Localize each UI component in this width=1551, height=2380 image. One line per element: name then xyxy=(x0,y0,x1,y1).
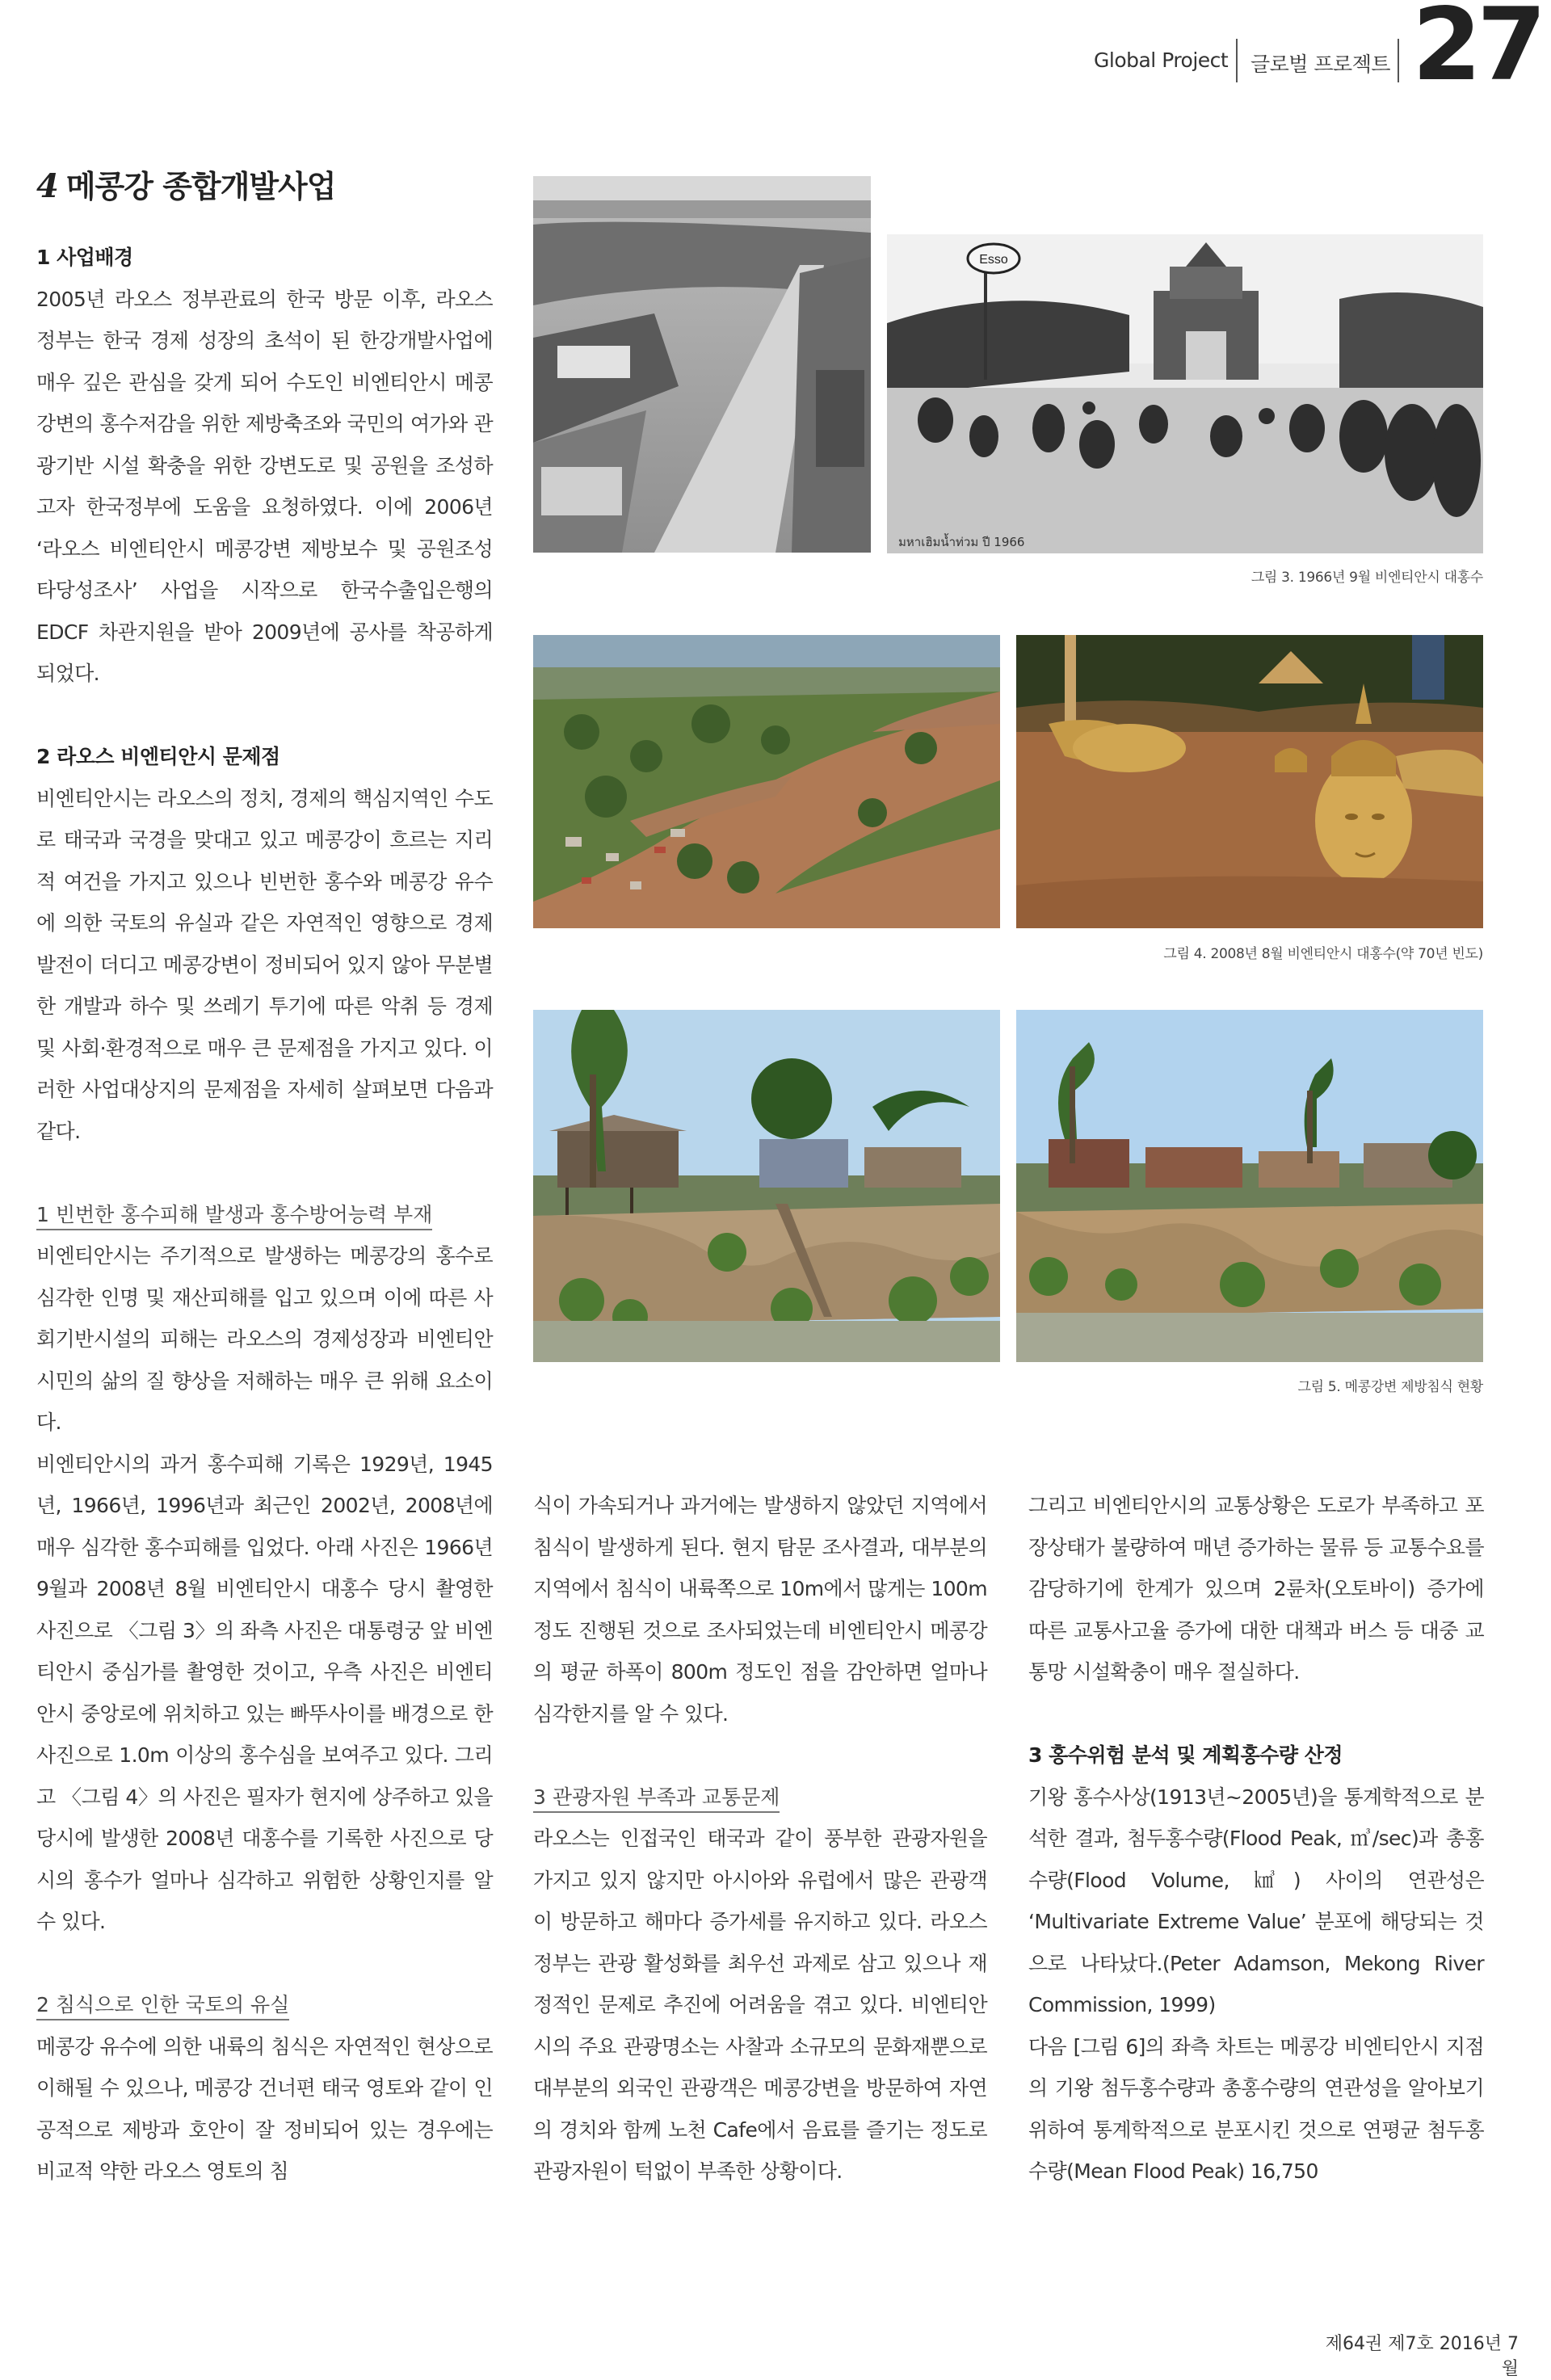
section-heading-background: 1 사업배경 xyxy=(36,246,133,269)
paragraph: 그리고 비엔티안시의 교통상황은 도로가 부족하고 포장상태가 불량하여 매년 증가하는 물류 등 교통수요를 감당하기에 한계가 있으며 2륜차(오토바이) 증가에 따른 교통사고율 증가에 대한 대책과 버스 등 대중 교통망 시설확충이 매우 절실하다. xyxy=(1028,1494,1484,1684)
paragraph: 비엔티안시는 라오스의 정치, 경제의 핵심지역인 수도로 태국과 국경을 맞대고 있고 메콩강이 흐르는 지리적 여건을 가지고 있으나 빈번한 홍수와 메콩강 유수에 의한 국토의 유실과 같은 자연적인 영향으로 경제발전이 더디고 메콩강변이 정비되어 있지 않아 무분별한 개발과 하수 및 쓰레기 투기에 따른 악취 등 경제 및 사회·환경적으로 매우 큰 문제점을 가지고 있다. 이러한 사업대상지의 문제점을 자세히 살펴보면 다음과 같다. xyxy=(36,786,493,1143)
article-title-number: 4 xyxy=(36,167,58,205)
header-divider xyxy=(1398,39,1399,82)
subheading-flood-damage: 1 빈번한 홍수피해 발생과 홍수방어능력 부재 xyxy=(36,1194,493,1236)
photo-riverbank-erosion-right xyxy=(1016,1010,1483,1362)
column-middle xyxy=(533,1485,987,2193)
paragraph: 비엔티안시는 주기적으로 발생하는 메콩강의 홍수로 심각한 인명 및 재산피해를 입고 있으며 이에 따른 사회기반시설의 피해는 라오스의 경제성장과 비엔티안 시민의 삶의 질 향상을 저해하는 매우 큰 위해 요소이다. xyxy=(36,1244,493,1434)
subheading-erosion: 2 침식으로 인한 국토의 유실 xyxy=(36,1984,493,2026)
photo-riverbank-erosion-left xyxy=(533,1010,1000,1362)
subheading-tourism-traffic: 3 관광자원 부족과 교통문제 xyxy=(533,1777,987,1819)
photo-1966-aerial-flood xyxy=(533,176,871,553)
photo-label-1966: มหาเฮิมนํ้าท่วม ปี 1966 xyxy=(898,535,1025,549)
column-left xyxy=(36,162,493,2193)
photo-1966-patuxai-flood xyxy=(887,234,1483,553)
caption-fig5: 그림 5. 메콩강변 제방침식 현황 xyxy=(1297,1379,1483,1395)
header-section-ko: 글로벌 프로젝트 xyxy=(1250,53,1390,76)
paragraph: 라오스는 인접국인 태국과 같이 풍부한 관광자원을 가지고 있지 않지만 아시아와 유럽에서 많은 관광객이 방문하고 해마다 증가세를 유지하고 있다. 라오스 정부는 관광 활성화를 최우선 과제로 삼고 있으나 재정적인 문제로 추진에 어려움을 겪고 있다. 비엔티안시의 주요 관광명소는 사찰과 소규모의 문화재뿐으로 대부분의 외국인 관광객은 메콩강변을 방문하여 자연의 경치와 함께 노천 Cafe에서 음료를 즐기는 정도로 관광자원이 턱없이 부족한 상황이다. xyxy=(533,1827,987,2183)
caption-fig4: 그림 4. 2008년 8월 비엔티안시 대홍수(약 70년 빈도) xyxy=(1163,946,1483,962)
header-section-en: Global Project xyxy=(1094,48,1229,72)
page-number: 27 xyxy=(1412,0,1542,103)
column-right xyxy=(1028,1485,1484,2193)
paragraph: 2005년 라오스 정부관료의 한국 방문 이후, 라오스 정부는 한국 경제 성장의 초석이 된 한강개발사업에 매우 깊은 관심을 갖게 되어 수도인 비엔티안시 메콩강변의 홍수저감을 위한 제방축조와 국민의 여가와 관광기반 시설 확충을 위한 강변도로 및 공원을 조성하고자 한국정부에 도움을 요청하였다. 이에 2006년 ‘라오스 비엔티안시 메콩강변 제방보수 및 공원조성 타당성조사’ 사업을 시작으로 한국수출입은행의 EDCF 차관지원을 받아 2009년에 공사를 착공하게 되었다. xyxy=(36,287,493,685)
esso-sign: Esso xyxy=(979,253,1008,267)
photo-2008-submerged-buddha xyxy=(1016,635,1483,928)
paragraph: 메콩강 유수에 의한 내륙의 침식은 자연적인 현상으로 이해될 수 있으나, 메콩강 건너편 태국 영토와 같이 인공적으로 제방과 호안이 잘 정비되어 있는 경우에는 비교적 약한 라오스 영토의 침 xyxy=(36,2034,493,2183)
paragraph: 다음 [그림 6]의 좌측 차트는 메콩강 비엔티안시 지점의 기왕 첨두홍수량과 총홍수량의 연관성을 알아보기 위하여 통계학적으로 분포시킨 것으로 연평균 첨두홍수량(Mean Flood Peak) 16,750 xyxy=(1028,2034,1484,2183)
paragraph: 비엔티안시의 과거 홍수피해 기록은 1929년, 1945년, 1966년, 1996년과 최근인 2002년, 2008년에 매우 심각한 홍수피해를 입었다. 아래 사진은 1966년 9월과 2008년 8월 비엔티안시 대홍수 당시 촬영한 사진으로 〈그림 3〉의 좌측 사진은 대통령궁 앞 비엔티안시 중심가를 촬영한 것이고, 우측 사진은 비엔티안시 중앙로에 위치하고 있는 빠뚜사이를 배경으로 한 사진으로 1.0m 이상의 홍수심을 보여주고 있다. 그리고 〈그림 4〉의 사진은 필자가 현지에 상주하고 있을 당시에 발생한 2008년 대홍수를 기록한 사진으로 당시의 홍수가 얼마나 심각하고 위험한 상황인지를 알 수 있다. xyxy=(36,1452,493,1933)
issue-info: 제64권 제7호 2016년 7월 xyxy=(1325,2334,1519,2379)
section-heading-flood-analysis: 3 홍수위험 분석 및 계획홍수량 산정 xyxy=(1028,1743,1343,1767)
caption-fig3: 그림 3. 1966년 9월 비엔티안시 대홍수 xyxy=(1250,570,1483,586)
paragraph: 기왕 홍수사상(1913년~2005년)을 통계학적으로 분석한 결과, 첨두홍수량(Flood Peak, ㎥/sec)과 총홍수량(Flood Volume, ㎦) 사이의 연관성은 ‘Multivariate Extreme Value’ 분포에 해당되는 것으로 나타났다.(Peter Adamson, Mekong River Commission, 1999) xyxy=(1028,1785,1484,2016)
paragraph: 식이 가속되거나 과거에는 발생하지 않았던 지역에서 침식이 발생하게 된다. 현지 탐문 조사결과, 대부분의 지역에서 침식이 내륙쪽으로 10m에서 많게는 100m 정도 진행된 것으로 조사되었는데 비엔티안시 메콩강의 평균 하폭이 800m 정도인 점을 감안하면 얼마나 심각한지를 알 수 있다. xyxy=(533,1494,987,1726)
article-title xyxy=(36,162,493,206)
article-title-text: 메콩강 종합개발사업 xyxy=(65,169,336,204)
photo-2008-aerial-flood xyxy=(533,635,1000,928)
header-divider xyxy=(1236,39,1238,82)
section-heading-problems: 2 라오스 비엔티안시 문제점 xyxy=(36,745,280,768)
